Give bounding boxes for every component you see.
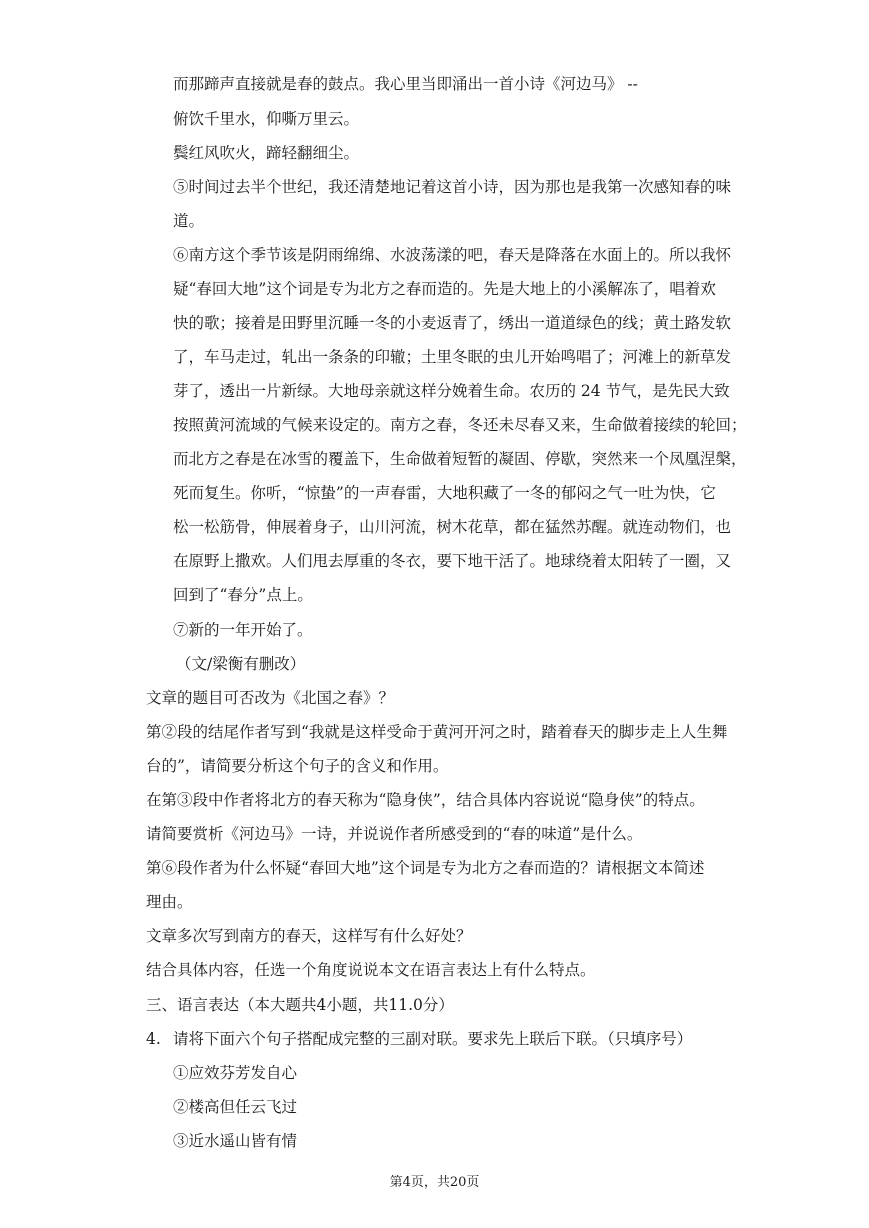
passage-line: 道。 (173, 212, 205, 230)
passage-line: 了，车马走过，轧出一条条的印辙；土里冬眠的虫儿开始鸣唱了；河滩上的新草发 (173, 348, 732, 366)
question-text: 请将下面六个句子搭配成完整的三副对联。要求先上联后下联。（只填序号） (173, 1030, 693, 1048)
poem-line: 俯饮千里水，仰嘶万里云。 (173, 110, 360, 128)
question-number: 4. (146, 1030, 161, 1048)
question-line: 台的”，请简要分析这个句子的含义和作用。 (146, 757, 449, 775)
passage-line: 快的歌；接着是田野里沉睡一冬的小麦返青了，绣出一道道绿色的线；黄土路发软 (173, 314, 732, 332)
passage-line: 松一松筋骨，伸展着身子，山川河流，树木花草，都在猛然苏醒。就连动物们，也 (173, 518, 732, 536)
option-item: ①应效芬芳发自心 (173, 1064, 298, 1082)
passage-line: ⑤时间过去半个世纪，我还清楚地记着这首小诗，因为那也是我第一次感知春的味 (173, 178, 732, 196)
option-item: ②楼高但任云飞过 (173, 1098, 298, 1116)
question-line: 第②段的结尾作者写到“我就是这样受命于黄河开河之时，踏着春天的脚步走上人生舞 (146, 723, 728, 741)
question-line: 理由。 (146, 893, 193, 911)
passage-line: 而那蹄声直接就是春的鼓点。我心里当即涌出一首小诗《河边马》 -- (173, 75, 638, 93)
question-line: 文章多次写到南方的春天，这样写有什么好处？ (146, 927, 472, 945)
question-line: 请简要赏析《河边马》一诗，并说说作者所感受到的“春的味道”是什么。 (146, 825, 643, 843)
passage-source: （文/梁衡有删改） (176, 655, 306, 673)
passage-line: 芽了，透出一片新绿。大地母亲就这样分娩着生命。农历的 24 节气，是先民大致 (173, 382, 730, 400)
passage-line: 而北方之春是在冰雪的覆盖下，生命做着短暂的凝固、停歇，突然来一个凤凰涅槃， (173, 450, 747, 468)
question-line: 结合具体内容，任选一个角度说说本文在语言表达上有什么特点。 (146, 961, 596, 979)
passage-line: 死而复生。你听，“惊蛰”的一声春雷，大地积藏了一冬的郁闷之气一吐为快，它 (173, 484, 716, 502)
section-heading: 三、语言表达（本大题共4小题，共11.0分） (146, 996, 454, 1014)
passage-line: 按照黄河流域的气候来设定的。南方之春，冬还未尽春又来，生命做着接续的轮回； (173, 416, 747, 434)
question-line: 在第③段中作者将北方的春天称为“隐身侠”，结合具体内容说说“隐身侠”的特点。 (146, 791, 705, 809)
poem-line: 鬓红风吹火，蹄轻翻细尘。 (173, 144, 360, 162)
passage-line: 疑“春回大地”这个词是专为北方之春而造的。先是大地上的小溪解冻了，唱着欢 (173, 280, 716, 298)
passage-line: 在原野上撒欢。人们甩去厚重的冬衣，要下地干活了。地球绕着太阳转了一圈，又 (173, 552, 732, 570)
question-line: 文章的题目可否改为《北国之春》？ (146, 689, 395, 707)
passage-line: ⑦新的一年开始了。 (173, 621, 313, 639)
option-item: ③近水遥山皆有情 (173, 1132, 298, 1150)
passage-line: 回到了“春分”点上。 (173, 586, 313, 604)
page-footer: 第4页，共20页 (389, 1175, 480, 1190)
question-line: 第⑥段作者为什么怀疑“春回大地”这个词是专为北方之春而造的？请根据文本简述 (146, 859, 705, 877)
passage-line: ⑥南方这个季节该是阴雨绵绵、水波荡漾的吧，春天是降落在水面上的。所以我怀 (173, 246, 732, 264)
